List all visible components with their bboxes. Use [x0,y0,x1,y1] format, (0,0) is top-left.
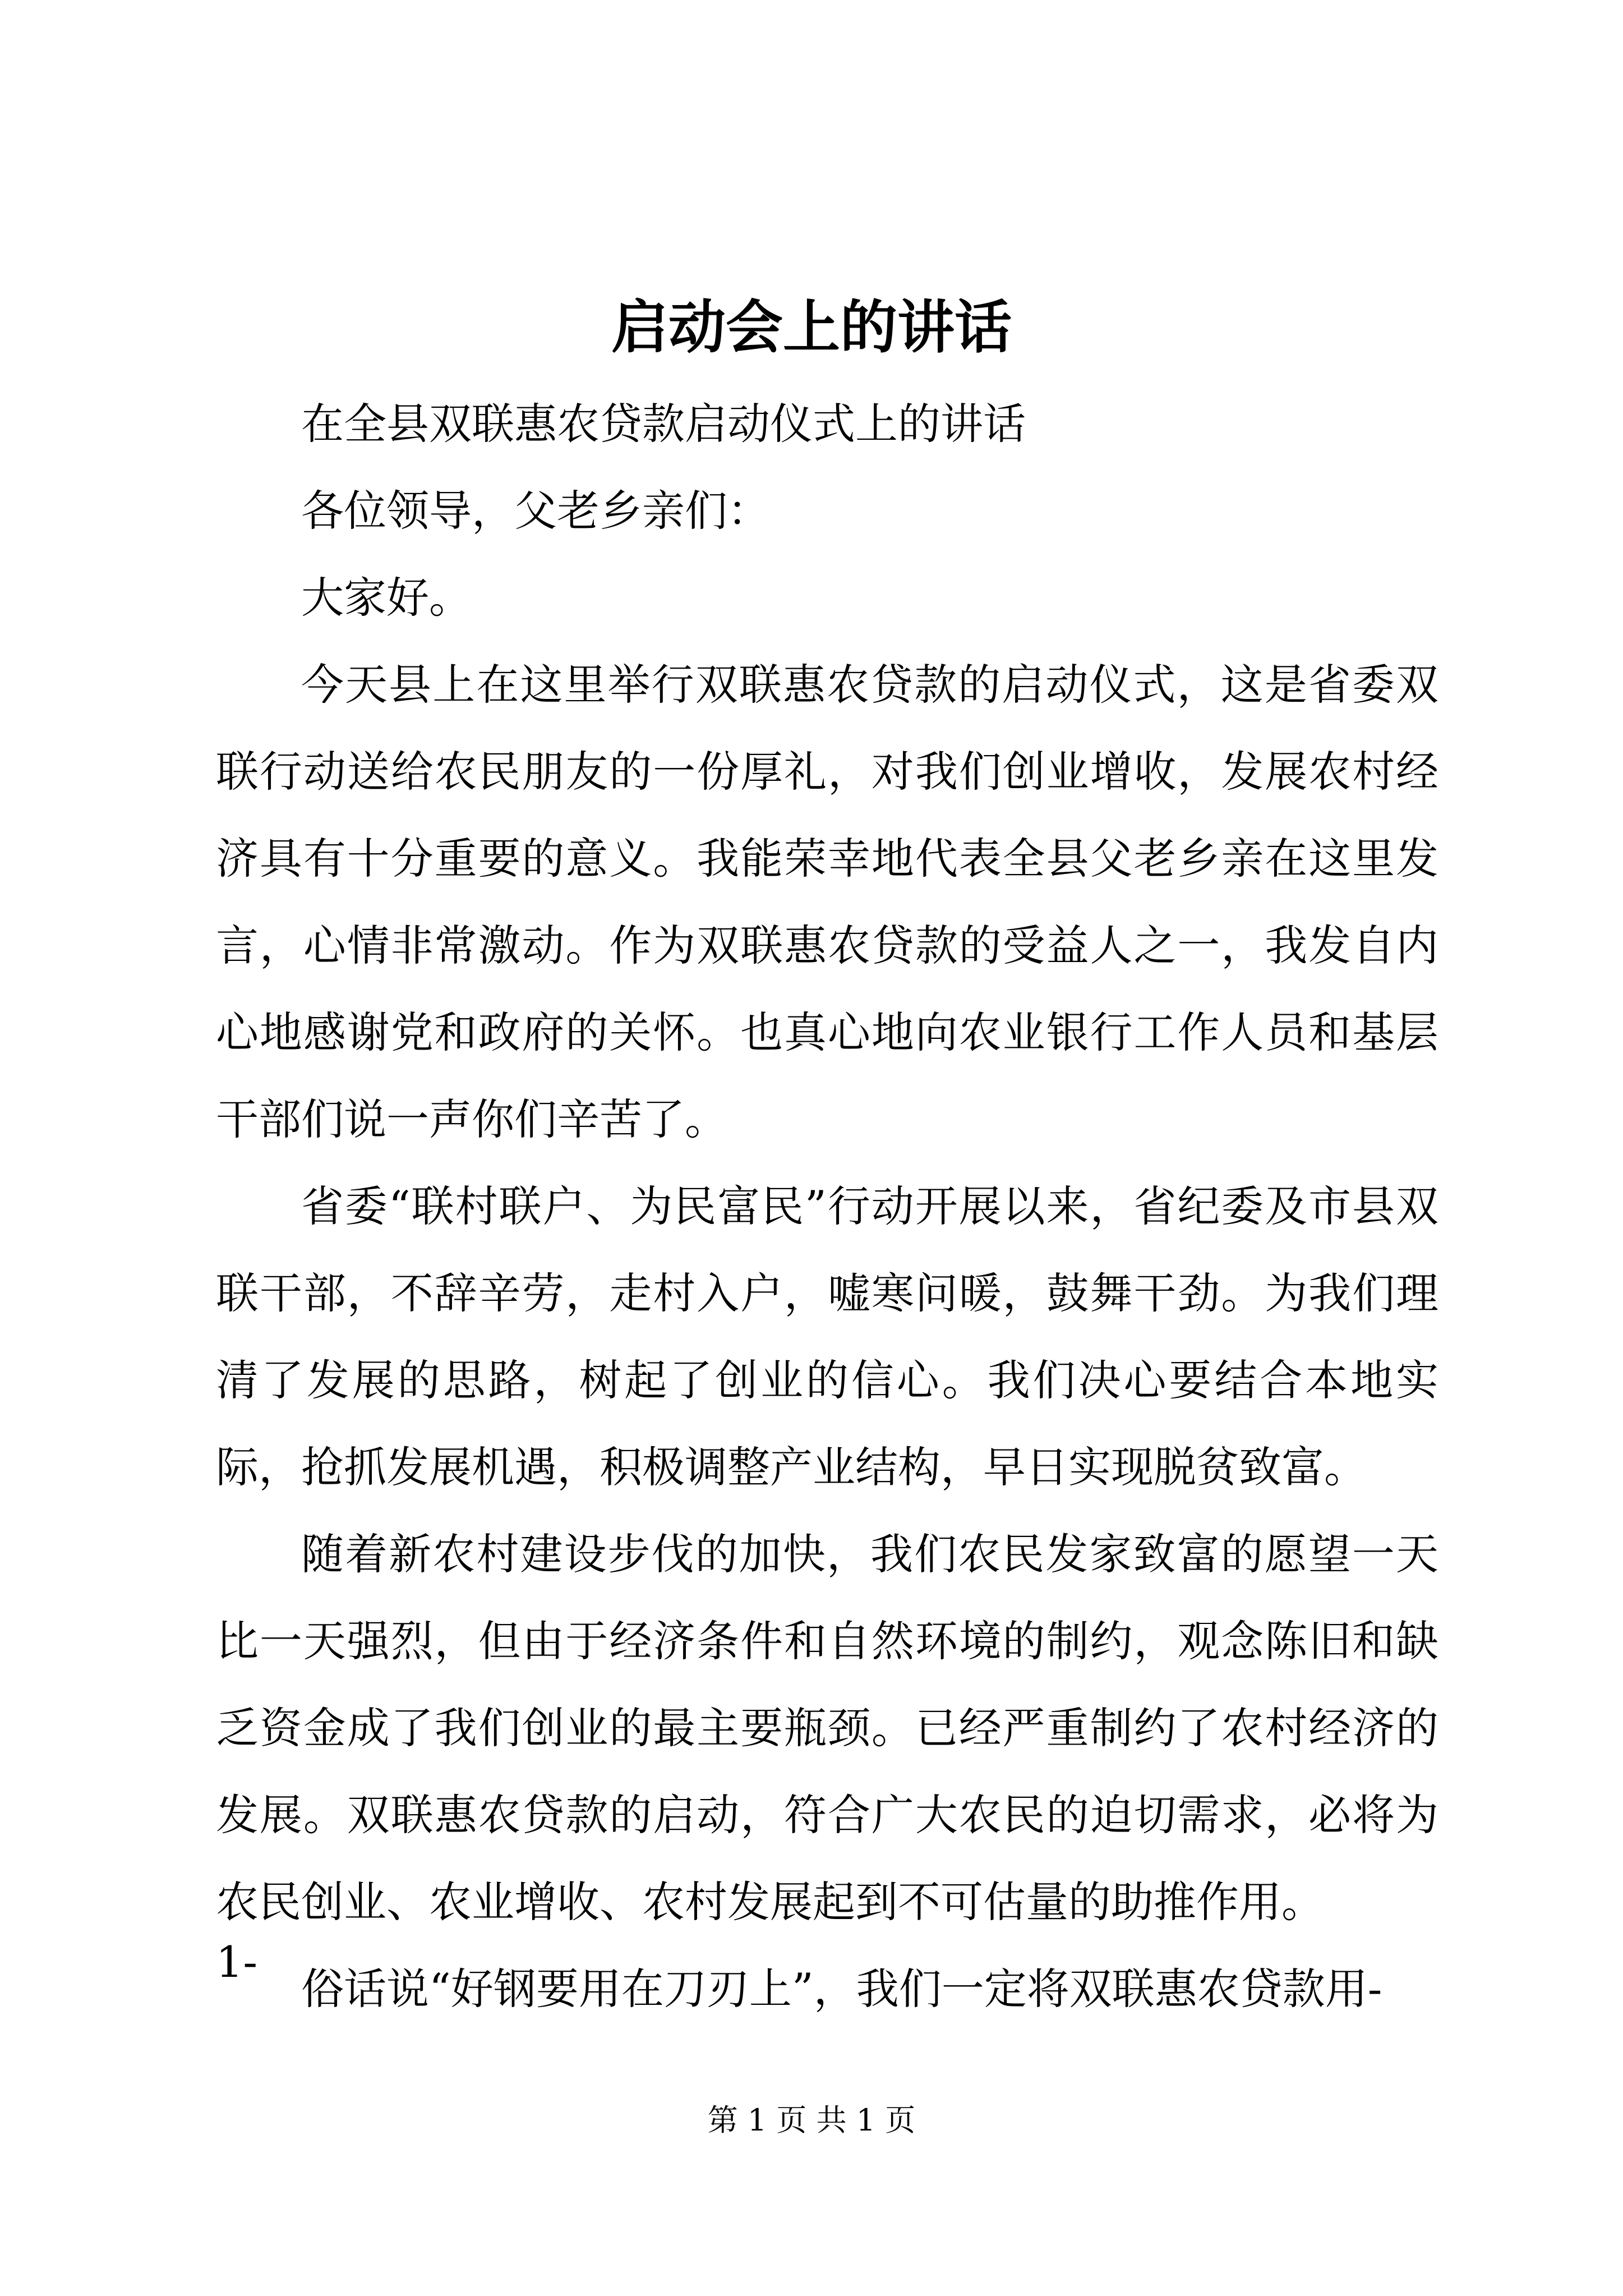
body-paragraph: 俗话说“好钢要用在刀刃上”，我们一定将双联惠农贷款用- [301,1964,1382,2014]
salutation: 各位领导，父老乡亲们： [301,486,770,536]
document-title: 启动会上的讲话 [611,295,1012,361]
body-paragraph: 省委“联村联户、为民富民”行动开展以来，省纪委及市县双联干部，不辞辛劳，走村入户，嘘寒问暖，鼓舞干劲。为我们理清了发展的思路，树起了创业的信心。我们决心要结合本地实际，抢抓发展机遇，积极调整产业结构，早日实现脱贫致富。 [216,1181,1438,1492]
page-footer: 第 1 页 共 1 页 [707,2102,916,2138]
page-marker: 1- [216,1937,258,1987]
document-body [216,380,1438,2032]
speech-heading: 在全县双联惠农贷款启动仪式上的讲话 [301,399,1026,449]
greeting: 大家好。 [301,573,472,623]
body-paragraph: 今天县上在这里举行双联惠农贷款的启动仪式，这是省委双联行动送给农民朋友的一份厚礼，对我们创业增收，发展农村经济具有十分重要的意义。我能荣幸地代表全县父老乡亲在这里发言，心情非常激动。作为双联惠农贷款的受益人之一，我发自内心地感谢党和政府的关怀。也真心地向农业银行工作人员和基层干部们说一声你们辛苦了。 [216,660,1438,1144]
body-paragraph: 随着新农村建设步伐的加快，我们农民发家致富的愿望一天比一天强烈，但由于经济条件和自然环境的制约，观念陈旧和缺乏资金成了我们创业的最主要瓶颈。已经严重制约了农村经济的发展。双联惠农贷款的启动，符合广大农民的迫切需求，必将为农民创业、农业增收、农村发展起到不可估量的助推作用。 [216,1529,1438,1927]
